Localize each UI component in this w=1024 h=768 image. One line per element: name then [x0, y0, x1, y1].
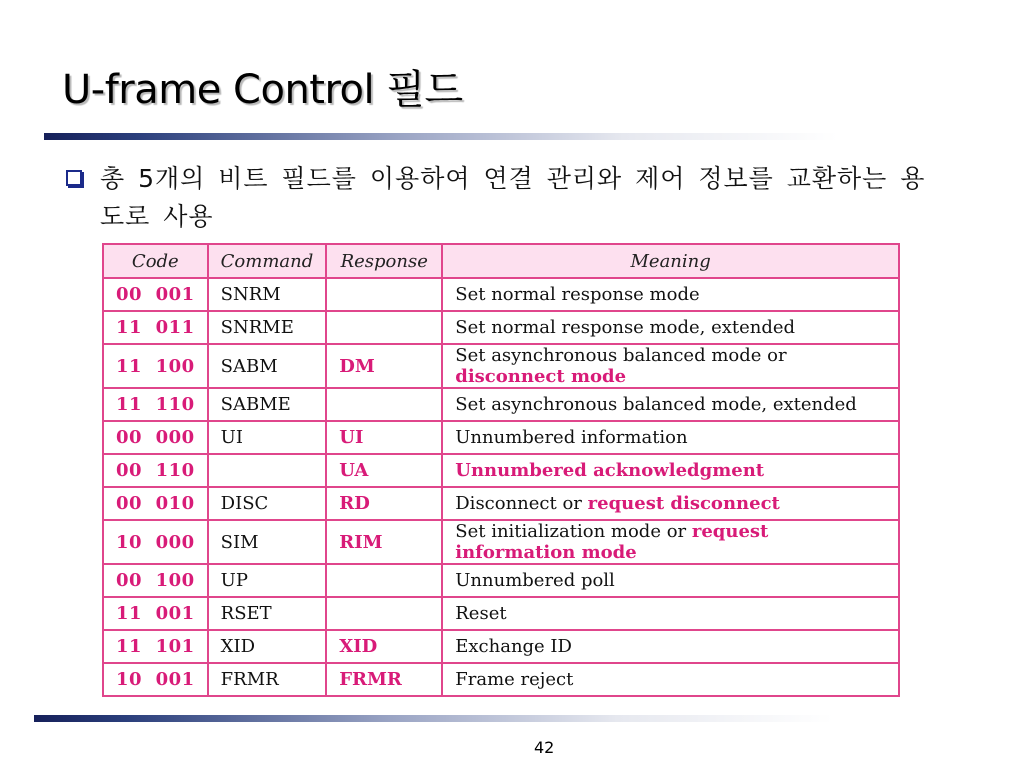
- meaning-cell: [442, 520, 899, 564]
- command-cell: RSET: [208, 597, 327, 630]
- table-row: [103, 487, 899, 520]
- header-response: Response: [326, 244, 442, 278]
- command-cell: SABM: [208, 344, 327, 388]
- code-cell: 10 000: [103, 520, 208, 564]
- meaning-cell: [442, 597, 899, 630]
- response-cell: [326, 597, 442, 630]
- response-cell: [326, 388, 442, 421]
- command-cell: [208, 454, 327, 487]
- table-row: [103, 311, 899, 344]
- header-meaning: Meaning: [442, 244, 899, 278]
- header-command: Command: [208, 244, 327, 278]
- command-cell: UI: [208, 421, 327, 454]
- response-cell: [326, 278, 442, 311]
- command-cell: DISC: [208, 487, 327, 520]
- meaning-highlight-text: Unnumbered acknowledgment: [455, 460, 765, 481]
- table-row: [103, 278, 899, 311]
- meaning-highlight-text: request disconnect: [587, 493, 780, 514]
- meaning-text: Set normal response mode: [455, 284, 700, 305]
- meaning-cell: [442, 278, 899, 311]
- response-cell: [326, 311, 442, 344]
- code-cell: 00 010: [103, 487, 208, 520]
- code-cell: 11 100: [103, 344, 208, 388]
- command-cell: SNRM: [208, 278, 327, 311]
- meaning-text: Frame reject: [455, 669, 574, 690]
- table-row: [103, 344, 899, 388]
- title-divider-bar: [44, 133, 978, 140]
- command-cell: XID: [208, 630, 327, 663]
- response-cell: UA: [326, 454, 442, 487]
- table-row: [103, 388, 899, 421]
- command-cell: SIM: [208, 520, 327, 564]
- code-cell: 11 011: [103, 311, 208, 344]
- square-bullet-icon: [66, 170, 82, 186]
- meaning-text: Set asynchronous balanced mode or: [455, 345, 787, 366]
- meaning-text: Exchange ID: [455, 636, 572, 657]
- slide-title: U-frame Control 필드: [62, 67, 463, 113]
- bullet-point: [66, 160, 946, 236]
- response-cell: DM: [326, 344, 442, 388]
- code-cell: 10 001: [103, 663, 208, 696]
- meaning-text: Unnumbered information: [455, 427, 688, 448]
- bullet-text: 총 5개의 비트 필드를 이용하여 연결 관리와 제어 정보를 교환하는 용도로 사용: [100, 164, 926, 231]
- table-row: [103, 421, 899, 454]
- command-cell: UP: [208, 564, 327, 597]
- command-cell: SABME: [208, 388, 327, 421]
- code-cell: 00 000: [103, 421, 208, 454]
- meaning-highlight-text: request information mode: [455, 521, 769, 563]
- footer-divider-bar: [34, 715, 974, 722]
- meaning-text: Disconnect or: [455, 493, 588, 514]
- response-cell: RD: [326, 487, 442, 520]
- table-row: [103, 663, 899, 696]
- meaning-cell: [442, 421, 899, 454]
- response-cell: FRMR: [326, 663, 442, 696]
- meaning-cell: [442, 630, 899, 663]
- code-cell: 00 110: [103, 454, 208, 487]
- meaning-cell: [442, 311, 899, 344]
- table-row: [103, 630, 899, 663]
- code-cell: 00 100: [103, 564, 208, 597]
- meaning-text: Reset: [455, 603, 507, 624]
- meaning-text: Set initialization mode or: [455, 521, 692, 542]
- code-cell: 11 001: [103, 597, 208, 630]
- code-cell: 11 110: [103, 388, 208, 421]
- meaning-cell: [442, 454, 899, 487]
- meaning-highlight-text: disconnect mode: [455, 366, 627, 387]
- command-cell: FRMR: [208, 663, 327, 696]
- response-cell: UI: [326, 421, 442, 454]
- meaning-text: Set asynchronous balanced mode, extended: [455, 394, 857, 415]
- code-cell: 11 101: [103, 630, 208, 663]
- page-number: 42: [534, 738, 555, 757]
- meaning-cell: [442, 487, 899, 520]
- meaning-cell: [442, 663, 899, 696]
- meaning-cell: [442, 344, 899, 388]
- response-cell: RIM: [326, 520, 442, 564]
- header-code: Code: [103, 244, 208, 278]
- meaning-cell: [442, 564, 899, 597]
- table-body: [103, 278, 899, 696]
- response-cell: XID: [326, 630, 442, 663]
- table-row: [103, 520, 899, 564]
- table-row: [103, 597, 899, 630]
- table-row: [103, 564, 899, 597]
- table-row: [103, 454, 899, 487]
- meaning-cell: [442, 388, 899, 421]
- code-cell: 00 001: [103, 278, 208, 311]
- table-header-row: [103, 244, 899, 278]
- meaning-text: Set normal response mode, extended: [455, 317, 796, 338]
- command-cell: SNRME: [208, 311, 327, 344]
- u-frame-table: [102, 243, 900, 697]
- response-cell: [326, 564, 442, 597]
- meaning-text: Unnumbered poll: [455, 570, 615, 591]
